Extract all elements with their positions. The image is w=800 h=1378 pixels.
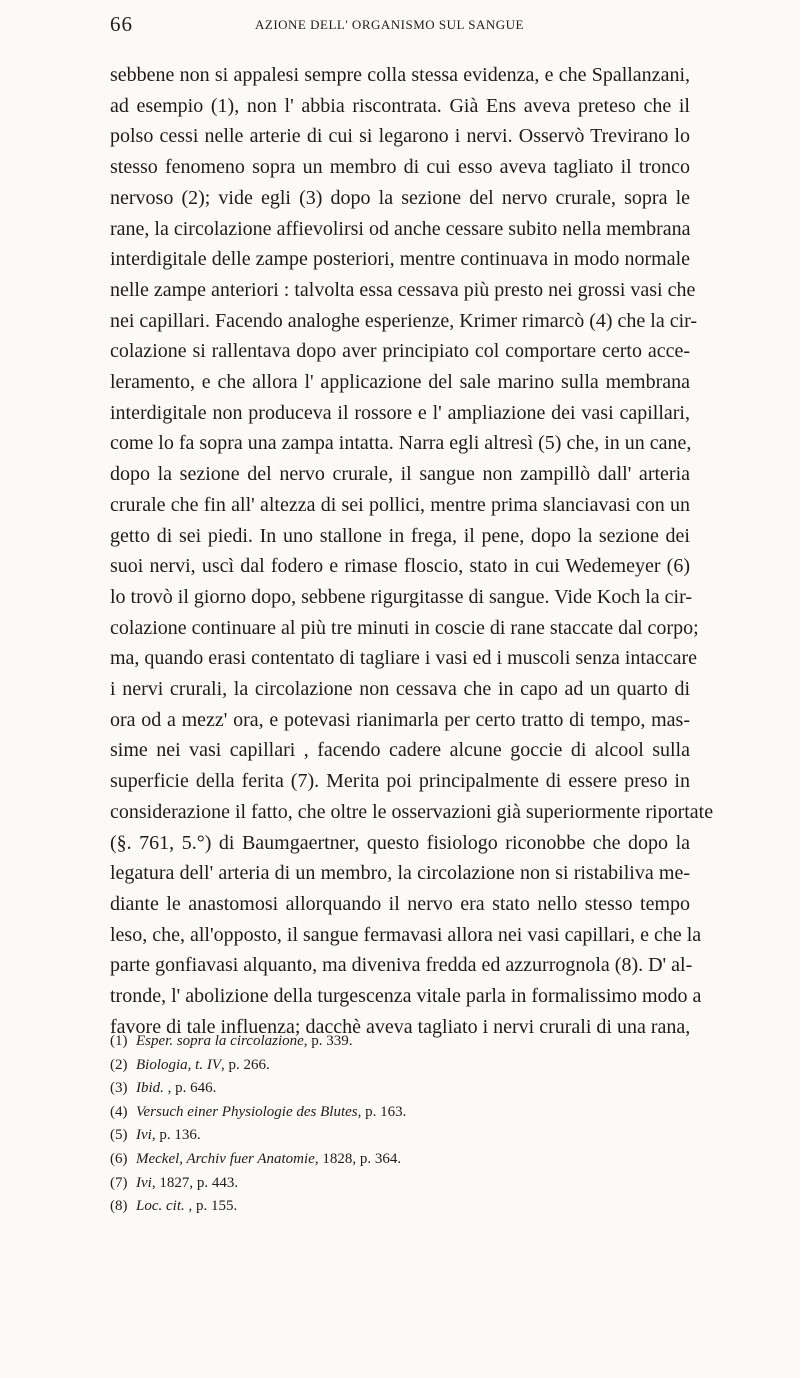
footnote	[110, 1077, 690, 1101]
footnote	[110, 1148, 690, 1172]
footnote-number: (6)	[110, 1150, 128, 1167]
text-line: stesso fenomeno sopra un membro di cui esso aveva tagliato il tronco	[110, 156, 690, 179]
text-line: tronde, l' abolizione della turgescenza vitale parla in formalissimo modo a	[110, 985, 702, 1008]
footnote-locator: , p. 163.	[357, 1103, 407, 1120]
footnote-locator: , 1828, p. 364.	[314, 1150, 402, 1167]
text-line: ora od a mezz' ora, e potevasi rianimarla per certo tratto di tempo, mas-	[110, 708, 690, 731]
text-line: sime nei vasi capillari , facendo cadere alcune goccie di alcool sulla	[110, 739, 690, 762]
text-line: ad esempio (1), non l' abbia riscontrata. Già Ens aveva preteso che il	[110, 94, 690, 117]
footnote	[110, 1195, 690, 1219]
footnote-source-title: Esper. sopra la circolazione	[136, 1033, 304, 1049]
footnote-number: (2)	[110, 1056, 128, 1073]
text-line: colazione si rallentava dopo aver principiato col comportare certo acce-	[110, 340, 690, 363]
text-line: i nervi crurali, la circolazione non cessava che in capo ad un quarto di	[110, 678, 690, 701]
footnote-source-title: Ivi	[136, 1127, 152, 1144]
footnote-number: (3)	[110, 1080, 128, 1097]
footnote-locator: , p. 266.	[221, 1056, 270, 1073]
footnote-source-title: Biologia, t. IV	[136, 1056, 221, 1073]
text-line: dopo la sezione del nervo crurale, il sangue non zampillò dall' arteria	[110, 463, 690, 486]
footnote-number: (7)	[110, 1174, 128, 1191]
running-head	[110, 12, 690, 42]
footnote-locator: , p. 155.	[184, 1198, 238, 1215]
footnote-number: (5)	[110, 1127, 128, 1144]
footnote	[110, 1124, 690, 1148]
footnote-source-title: Versuch einer Physiologie des Blutes	[136, 1103, 358, 1120]
text-line: leramento, e che allora l' applicazione del sale marino sulla membrana	[110, 371, 690, 394]
footnote-source-title: Ibid.	[136, 1080, 164, 1097]
footnote-text	[136, 1175, 238, 1191]
footnotes	[110, 1030, 690, 1219]
footnote-text	[136, 1151, 401, 1167]
text-line: considerazione il fatto, che oltre le osservazioni già superiormente riportate	[110, 800, 714, 823]
text-line: nervoso (2); vide egli (3) dopo la sezione del nervo crurale, sopra le	[110, 186, 690, 209]
footnote	[110, 1030, 690, 1054]
footnote-number: (4)	[110, 1103, 128, 1120]
body-text	[110, 60, 714, 1043]
footnote	[110, 1172, 690, 1196]
text-line: sebbene non si appalesi sempre colla stessa evidenza, e che Spallanzani,	[110, 64, 690, 86]
running-title: AZIONE DELL' ORGANISMO SUL SANGUE	[255, 17, 524, 32]
footnote-text	[136, 1104, 406, 1120]
footnote-locator: , 1827, p. 443.	[151, 1174, 239, 1191]
footnote-text	[136, 1127, 201, 1143]
footnote-text	[136, 1080, 216, 1096]
footnote	[110, 1101, 690, 1125]
footnote-locator: , p. 339.	[303, 1033, 353, 1049]
footnote-text	[136, 1057, 270, 1073]
text-line: suoi nervi, uscì dal fodero e rimase floscio, stato in cui Wedemeyer (6)	[110, 555, 690, 578]
text-line: lo trovò il giorno dopo, sebbene rigurgitasse di sangue. Vide Koch la cir-	[110, 585, 692, 608]
text-line: crurale che fin all' altezza di sei pollici, mentre prima slanciavasi con un	[110, 493, 690, 516]
text-line: diante le anastomosi allorquando il nervo era stato nello stesso tempo	[110, 892, 690, 915]
text-line: rane, la circolazione affievolirsi od anche cessare subito nella membrana	[110, 217, 691, 240]
footnote-locator: , p. 646.	[163, 1080, 217, 1097]
text-line: colazione continuare al più tre minuti in coscie di rane staccate dal corpo;	[110, 616, 699, 639]
footnote-locator: , p. 136.	[151, 1127, 201, 1144]
footnote-number: (1)	[110, 1033, 128, 1049]
text-line: polso cessi nelle arterie di cui si legarono i nervi. Osservò Treviranο lo	[110, 125, 690, 148]
footnote	[110, 1054, 690, 1078]
text-line: superficie della ferita (7). Merita poi principalmente di essere preso in	[110, 770, 690, 793]
text-line: ma, quando erasi contentato di tagliare i vasi ed i muscoli senza intaccare	[110, 647, 697, 670]
footnote-number: (8)	[110, 1198, 128, 1215]
text-line: nelle zampe anteriori : talvolta essa cessava più presto nei grossi vasi che	[110, 278, 696, 301]
text-line: (§. 761, 5.°) di Baumgaertner, questo fisiologo riconobbe che dopo la	[110, 831, 690, 854]
page-number: 66	[110, 12, 133, 36]
text-line: interdigitale delle zampe posteriori, mentre continuava in modo normale	[110, 248, 690, 271]
text-line: nei capillari. Facendo analoghe esperienze, Krimer rimarcò (4) che la cir-	[110, 309, 698, 332]
footnote-text	[136, 1198, 237, 1214]
text-line: parte gonfiavasi alquanto, ma diveniva fredda ed azzurrognola (8). D' al-	[110, 954, 693, 977]
footnote-source-title: Meckel, Archiv fuer Anatomie	[136, 1150, 315, 1167]
text-line: legatura dell' arteria di un membro, la circolazione non si ristabiliva me-	[110, 862, 690, 885]
footnote-source-title: Ivi	[136, 1174, 152, 1191]
text-line: interdigitale non produceva il rossore e l' ampliazione dei vasi capillari,	[110, 401, 690, 424]
text-line: getto di sei piedi. In uno stallone in frega, il pene, dopo la sezione dei	[110, 524, 690, 547]
footnote-source-title: Loc. cit.	[136, 1198, 185, 1215]
text-line: come lo fa sopra una zampa intatta. Narra egli altresì (5) che, in un cane,	[110, 432, 692, 455]
footnote-text	[136, 1033, 353, 1049]
text-line: favore di tale influenza; dacchè aveva tagliato i nervi crurali di una rana,	[110, 1015, 691, 1038]
text-line: leso, che, all'opposto, il sangue fermavasi allora nei vasi capillari, e che la	[110, 923, 702, 946]
